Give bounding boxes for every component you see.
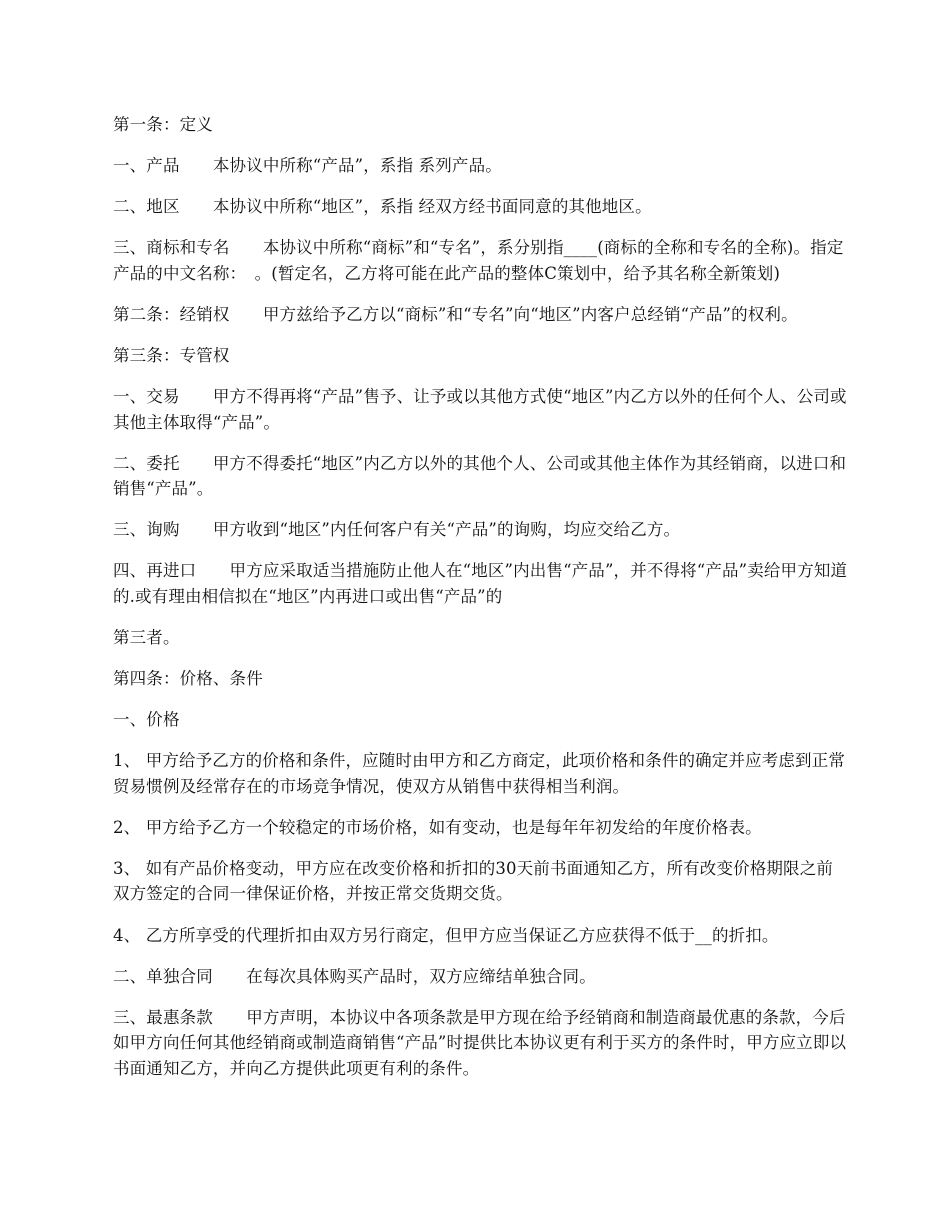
- price-item-4: 4、 乙方所享受的代理折扣由双方另行商定，但甲方应当保证乙方应获得不低于__的折扣。: [113, 925, 779, 945]
- clause-transaction: 一、交易 甲方不得再将“产品”售予、让予或以其他方式使“地区”内乙方以外的任何个人、公司或其他主体取得“产品”。: [113, 387, 847, 432]
- price-item-2: 2、 甲方给予乙方一个较稳定的市场价格，如有变动，也是每年年初发给的年度价格表。: [113, 817, 762, 837]
- article-1-heading: 第一条：定义: [113, 115, 213, 134]
- clause-reimport-continued: 第三者。: [113, 627, 180, 647]
- clause-inquiry: 三、询购 甲方收到“地区”内任何客户有关“产品”的询购，均应交给乙方。: [113, 520, 681, 540]
- article-2-distribution-right: 第二条：经销权 甲方兹给予乙方以“商标”和“专名”向“地区”内客户总经销“产品”的权利。: [113, 304, 798, 324]
- document-page: [113, 112, 848, 1097]
- price-item-1: 1、 甲方给予乙方的价格和条件，应随时由甲方和乙方商定，此项价格和条件的确定并应考虑到正常贸易惯例及经常存在的市场竞争情况，使双方从销售中获得相当利润。: [113, 751, 845, 796]
- price-item-3: 3、 如有产品价格变动，甲方应在改变价格和折扣的30天前书面通知乙方，所有改变价格期限之前双方签定的合同一律保证价格，并按正常交货期交货。: [113, 858, 833, 904]
- clause-separate-contract: 二、单独合同 在每次具体购买产品时，双方应缔结单独合同。: [113, 966, 596, 986]
- clause-region: 二、地区 本协议中所称“地区”，系指 经双方经书面同意的其他地区。: [113, 197, 652, 217]
- clause-trademark: 三、商标和专名 本协议中所称“商标”和“专名”，系分别指____(商标的全称和专名的全称)。指定产品的中文名称： 。(暂定名，乙方将可能在此产品的整体C策划中，给予其名称全新策划): [113, 238, 844, 283]
- clause-most-favored: 三、最惠条款 甲方声明，本协议中各项条款是甲方现在给予经销商和制造商最优惠的条款，今后如甲方向任何其他经销商或制造商销售“产品”时提供比本协议更有利于买方的条件时，甲方应立即以书面通知乙方，并向乙方提供此项更有利的条件。: [113, 1007, 847, 1078]
- section-price-heading: 一、价格: [113, 710, 180, 730]
- clause-product: 一、产品 本协议中所称“产品”，系指 系列产品。: [113, 156, 502, 176]
- clause-entrustment: 二、委托 甲方不得委托“地区”内乙方以外的其他个人、公司或其他主体作为其经销商，以进口和销售“产品”。: [113, 453, 847, 499]
- article-3-heading: 第三条：专管权: [113, 345, 230, 365]
- clause-reimport: 四、再进口 甲方应采取适当措施防止他人在“地区”内出售“产品”，并不得将“产品”卖给甲方知道的.或有理由相信拟在“地区”内再进口或出售“产品”的: [113, 561, 848, 606]
- article-4-heading: 第四条：价格、条件: [113, 669, 263, 689]
